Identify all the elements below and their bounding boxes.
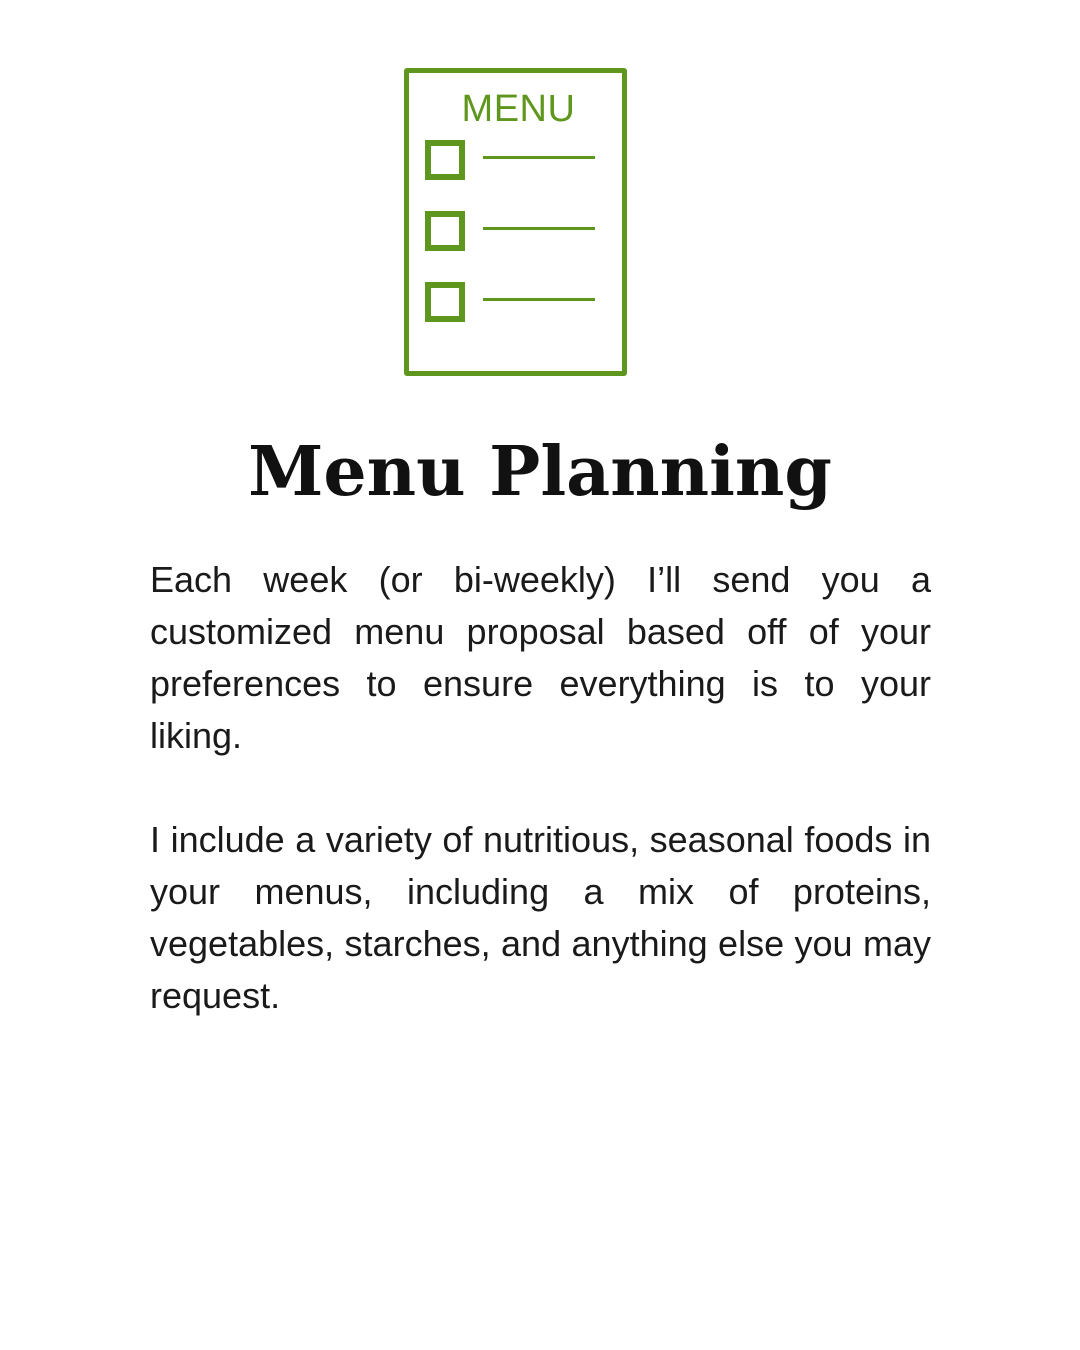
line-icon [483,298,595,301]
menu-icon-label: MENU [461,88,576,130]
description-paragraph-1: Each week (or bi-weekly) I’ll send you a customized menu proposal based off of your preferences to ensure everything is to your liking. [150,559,931,756]
checkbox-icon [425,282,465,322]
line-icon [483,227,595,230]
menu-icon-row [425,211,600,251]
checkbox-icon [425,211,465,251]
menu-list-icon [404,68,627,376]
page-title: Menu Planning [248,432,832,512]
menu-icon-row [425,140,600,180]
checkbox-icon [425,140,465,180]
line-icon [483,156,595,159]
menu-icon-row [425,282,600,322]
description-paragraph-2: I include a variety of nutritious, seasonal foods in your menus, including a mix of proteins, vegetables, starches, and anything else you may request. [150,819,931,1016]
